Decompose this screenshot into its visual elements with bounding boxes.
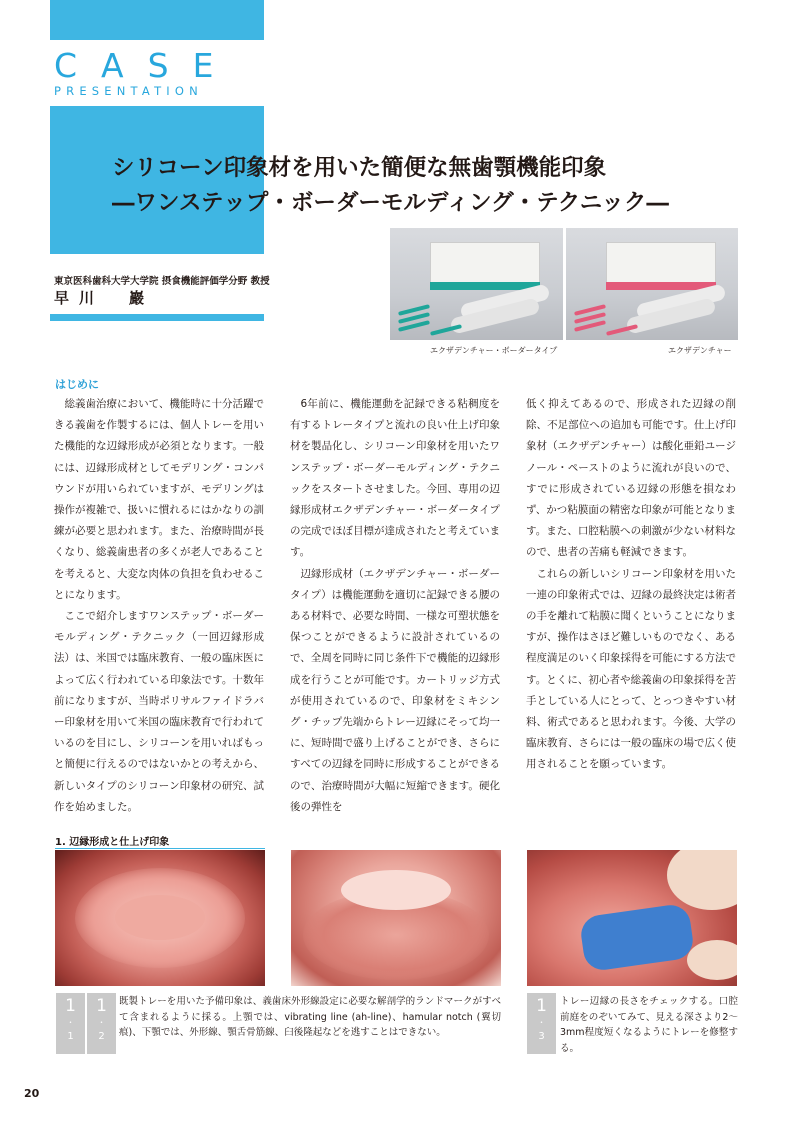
figure-label-1-3 xyxy=(527,993,556,1054)
figure-photo-lower-impression xyxy=(291,850,501,986)
text-column-1 xyxy=(54,394,264,818)
page-number: 20 xyxy=(24,1087,40,1100)
paragraph: 総義歯治療において、機能時に十分活躍できる義歯を作製するには、個人トレーを用いた機能的な辺縁形成が必須となります。一般には、辺縁形成材としてモデリング・コンパウンドが用いられていますが、モデリングは操作が複雑で、扱いに慣れるにはかなりの訓練が必要と思われます。また、治療時間が長くなり、総義歯患者の多くが老人であることを考えると、大変な肉体の負担を負わせることになります。 xyxy=(54,398,264,601)
figure-label-separator: ・ xyxy=(66,1018,75,1027)
figure-section-rule xyxy=(55,848,265,849)
paragraph: これらの新しいシリコーン印象材を用いた一連の印象術式では、辺縁の最終決定は術者の手を離れて粘膜に聞くということになりますが、操作はさほど難しいものでなく、ある程度満足のいく印象採得を可能にする方法です。とくに、初心者や総義歯の印象採得を苦手としている人にとって、とっつきやすい材料、術式であると思われます。今後、大学の臨床教育、さらには一般の臨床の場で広く使用されることを願っています。 xyxy=(526,567,736,771)
figure-label-1-2 xyxy=(87,993,116,1054)
article-title: シリコーン印象材を用いた簡便な無歯顎機能印象 xyxy=(112,155,607,181)
section-heading-intro: はじめに xyxy=(55,378,99,391)
article-subtitle: ―ワンステップ・ボーダーモルディング・テクニック― xyxy=(112,190,669,216)
product-caption-standard: エクザデンチャー xyxy=(668,346,732,355)
paragraph: 低く抑えてあるので、形成された辺縁の削除、不足部位への追加も可能です。仕上げ印象材（エクザデンチャー）は酸化亜鉛ユージノール・ペーストのように流れが良いので、すでに形成されている辺縁の形態を損なわず、かつ粘膜面の精密な印象が可能となります。また、口腔粘膜への刺激が少ない材料なので、患者の苦痛も軽減できます。 xyxy=(526,398,736,559)
figure-label-sub: 3 xyxy=(538,1031,545,1042)
product-caption-border-type: エクザデンチャー・ボーダータイプ xyxy=(430,346,558,355)
finger-shape xyxy=(667,850,737,910)
figure-caption-1-2: 既製トレーを用いた予備印象は、義歯床外形線設定に必要な解剖学的ランドマークがすべて含まれるように採る。上顎では、vibrating line (ah-line)、hamular notch (翼切痕)、下顎では、外形線、顎舌骨筋線、臼後隆起などを逃すことはできない。 xyxy=(119,996,501,1038)
case-label: CASE xyxy=(54,46,238,85)
presentation-label: PRESENTATION xyxy=(54,84,203,98)
finger-shape xyxy=(687,940,737,980)
palate-shape xyxy=(115,895,205,940)
figure-label-1-1 xyxy=(56,993,85,1054)
figure-label-separator: ・ xyxy=(537,1018,546,1027)
product-photo-border-type xyxy=(390,228,563,340)
figure-label-main: 1 xyxy=(536,996,547,1016)
figure-label-sub: 1 xyxy=(67,1031,74,1042)
author-affiliation: 東京医科歯科大学大学院 摂食機能評価学分野 教授 xyxy=(54,276,270,287)
paragraph: ここで紹介しますワンステップ・ボーダーモルディング・テクニック（一回辺縁形成法）は、米国では臨床教育、一般の臨床医によって広く行われている印象法です。十数年前になりますが、当時ポリサルファイドラバー印象材を用いて米国の臨床教育で行われているのを目にし、シリコーンを用いればもっと簡便に行えるのではないかとの考えから、新しいタイプのシリコーン印象材の研究、試作を始めました。 xyxy=(54,610,264,813)
blue-tray-shape xyxy=(579,903,696,973)
figure-label-main: 1 xyxy=(96,996,107,1016)
figure-caption-1-3: トレー辺縁の長さをチェックする。口腔前庭をのぞいてみて、見える深さより2～3mm程度短くなるようにトレーを修整する。 xyxy=(560,996,738,1054)
text-column-3 xyxy=(526,394,736,776)
product-photo-standard xyxy=(566,228,738,340)
figure-label-separator: ・ xyxy=(97,1018,106,1027)
figure-photo-upper-impression xyxy=(55,850,265,986)
figure-photo-tray-check xyxy=(527,850,737,986)
paragraph: 6年前に、機能運動を記録できる粘稠度を有するトレータイプと流れの良い仕上げ印象材を製品化し、シリコーン印象材を用いたワンステップ・ボーダーモルディング・テクニックをスタートさせました。今回、専用の辺縁形成材エクザデンチャー・ボーダータイプの完成でほぼ目標が達成されたと考えています。 xyxy=(290,398,500,559)
author-name: 早川 巖 xyxy=(54,289,155,307)
figure-label-main: 1 xyxy=(65,996,76,1016)
paragraph: 辺縁形成材（エクザデンチャー・ボーダータイプ）は機能運動を適切に記録できる腰のある材料で、必要な時間、一様な可塑状態を保つことができるように設計されているので、全周を同時に同じ条件下で機能的辺縁形成を行うことが可能です。カートリッジ方式が使用されているので、印象材をミキシング・チップ先端からトレー辺縁にそって均一に、短時間で盛り上げることができ、さらにすべての辺縁を同時に形成することができるので、治療時間が大幅に短縮できます。硬化後の弾性を xyxy=(290,567,500,813)
tongue-shape xyxy=(341,870,451,910)
figure-label-sub: 2 xyxy=(98,1031,105,1042)
text-column-2 xyxy=(290,394,500,818)
author-divider xyxy=(50,314,264,321)
figure-section-title: 1. 辺縁形成と仕上げ印象 xyxy=(55,837,170,848)
